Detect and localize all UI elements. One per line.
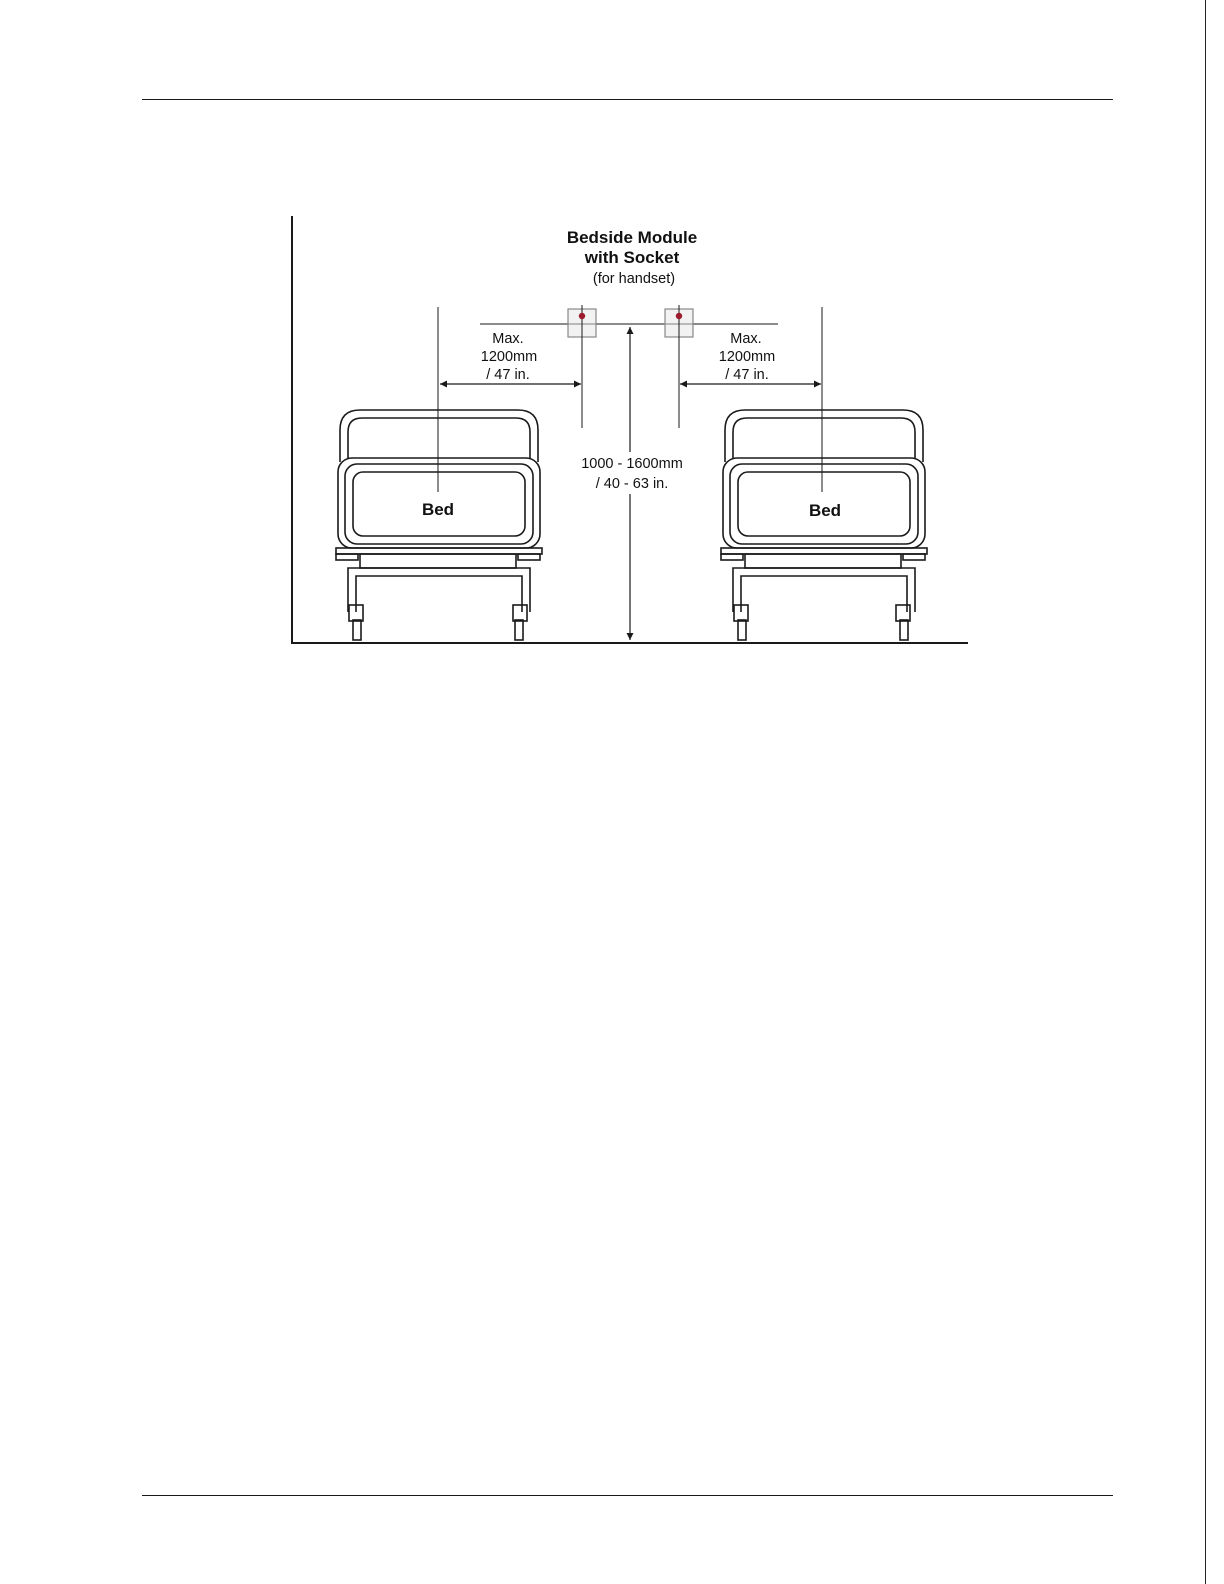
diagram-title-line3: (for handset)	[592, 271, 676, 287]
left-distance-line3: / 47 in.	[486, 367, 530, 383]
right-bedside-module	[665, 305, 693, 428]
diagram-title-line2: with Socket	[584, 248, 680, 267]
left-bed-label: Bed	[421, 500, 455, 519]
footer-rule	[142, 1495, 1113, 1496]
left-socket-dot	[579, 313, 585, 319]
left-distance-line2: 1200mm	[480, 349, 538, 365]
left-bed	[336, 410, 542, 640]
right-socket-dot	[676, 313, 682, 319]
right-bed-label: Bed	[808, 501, 842, 520]
left-bedside-module	[568, 305, 596, 428]
right-bed	[721, 410, 927, 640]
height-label-line2: / 40 - 63 in.	[595, 476, 669, 492]
right-distance-line2: 1200mm	[718, 349, 776, 365]
diagram-title-line1: Bedside Module	[566, 228, 698, 247]
right-distance-line1: Max.	[730, 331, 762, 347]
right-distance-line3: / 47 in.	[725, 367, 769, 383]
height-label-line1: 1000 - 1600mm	[581, 456, 683, 472]
left-distance-line1: Max.	[492, 331, 524, 347]
